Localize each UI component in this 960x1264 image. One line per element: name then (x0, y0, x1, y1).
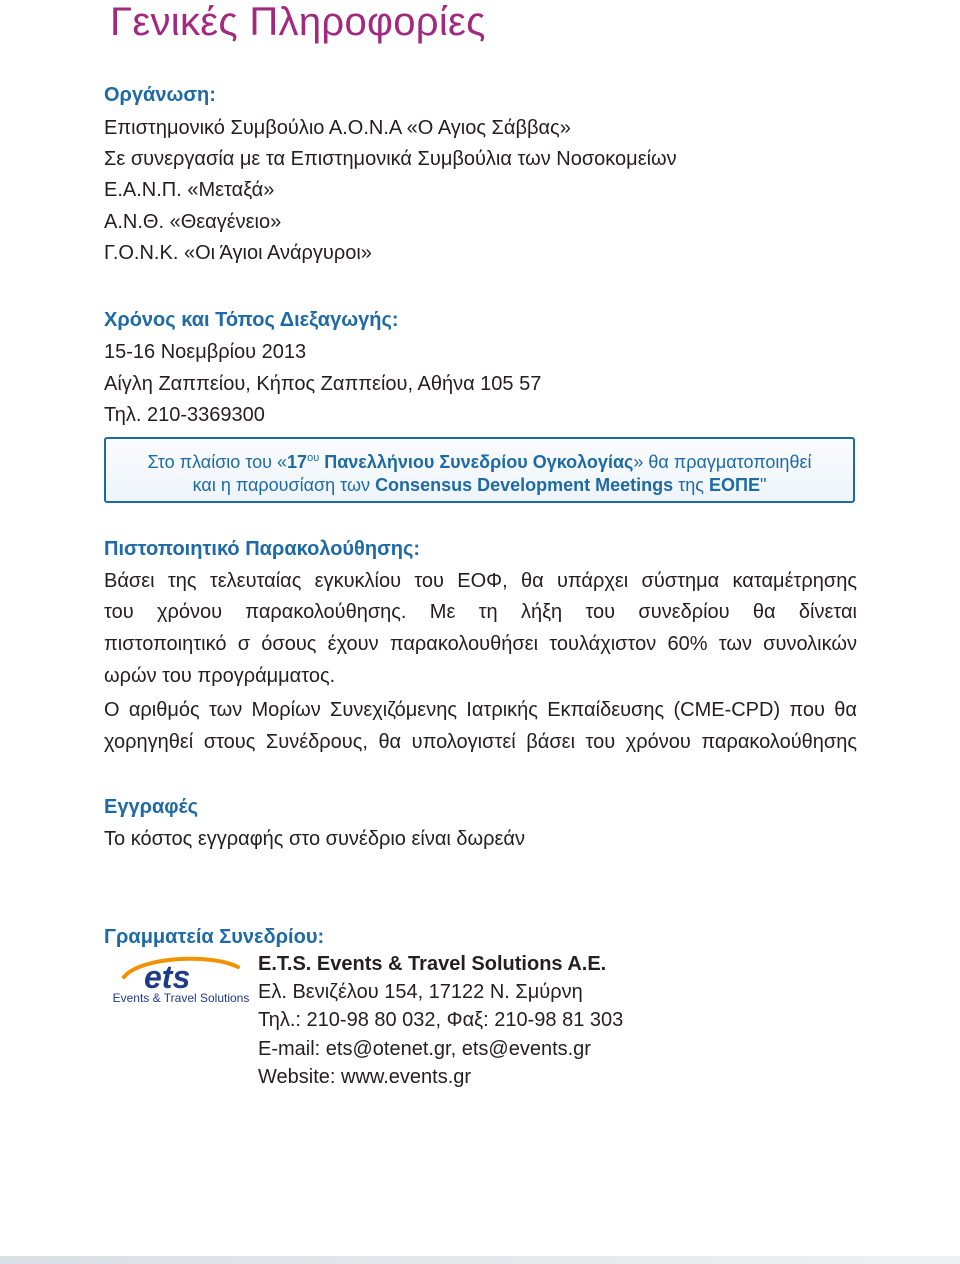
certificate-line: του χρόνου παρακολούθησης. Με τη λήξη του συνεδρίου θα δίνεται (104, 601, 857, 623)
certificate-line: χορηγηθεί στους Συνέδρους, θα υπολογιστεί βάσει του χρόνου παρακολούθησης (104, 731, 857, 753)
notice-line-2: και η παρουσίαση των Consensus Development Meetings της ΕΟΠΕ" (192, 475, 767, 495)
secretariat-phones: Τηλ.: 210-98 80 032, Φαξ: 210-98 81 303 (258, 1009, 624, 1031)
notice-line-1: Στο πλαίσιο του «$17^{o\upsilon}$ Πανελλήνιου Συνεδρίου Ογκολογίας» θα πραγματοποιηθεί (147, 452, 812, 472)
organization-line: Γ.Ο.Ν.Κ. «Οι Άγιοι Ανάργυροι» (104, 242, 372, 264)
organization-heading: Οργάνωση: (104, 84, 216, 106)
certificate-line: πιστοποιητικό σ όσους έχουν παρακολουθήσει τουλάχιστον 60% των συνολικών (104, 633, 857, 655)
organization-line: Α.Ν.Θ. «Θεαγένειο» (104, 211, 282, 233)
secretariat-company: E.T.S. Events & Travel Solutions A.E. (258, 953, 607, 975)
congress-notice-box (104, 437, 855, 503)
venue-phone: Τηλ. 210-3369300 (104, 404, 265, 426)
page-title: Γενικές Πληροφορίες (110, 0, 486, 44)
bottom-border (0, 1256, 960, 1264)
registration-heading: Εγγραφές (104, 796, 198, 818)
logo-word: ets (144, 959, 191, 995)
venue-place: Αίγλη Ζαππείου, Κήπος Ζαππείου, Αθήνα 105 57 (104, 373, 542, 395)
certificate-line: Ο αριθμός των Μορίων Συνεχιζόμενης Ιατρικής Εκπαίδευσης (CME-CPD) που θα (104, 699, 857, 721)
logo-caption: Events & Travel Solutions (112, 991, 250, 1005)
organization-line: Επιστημονικό Συμβούλιο Α.Ο.Ν.Α «Ο Αγιος Σάββας» (104, 117, 571, 139)
secretariat-address: Ελ. Βενιζέλου 154, 17122 Ν. Σμύρνη (258, 981, 583, 1003)
organization-line: Ε.Α.Ν.Π. «Μεταξά» (104, 179, 275, 201)
secretariat-website: Website: www.events.gr (258, 1066, 472, 1088)
venue-date: 15-16 Νοεμβρίου 2013 (104, 341, 307, 363)
secretariat-heading: Γραμματεία Συνεδρίου: (104, 926, 325, 948)
certificate-line: Βάσει της τελευταίας εγκυκλίου του ΕΟΦ, θα υπάρχει σύστημα καταμέτρησης (104, 570, 857, 592)
registration-text: Το κόστος εγγραφής στο συνέδριο είναι δωρεάν (104, 828, 525, 850)
organization-line: Σε συνεργασία με τα Επιστημονικά Συμβούλια των Νοσοκομείων (104, 148, 677, 170)
secretariat-email: E-mail: ets@otenet.gr, ets@events.gr (258, 1038, 591, 1060)
certificate-heading: Πιστοποιητικό Παρακολούθησης: (104, 538, 421, 560)
certificate-line: ωρών του προγράμματος. (104, 665, 336, 687)
venue-heading: Χρόνος και Τόπος Διεξαγωγής: (104, 309, 399, 331)
